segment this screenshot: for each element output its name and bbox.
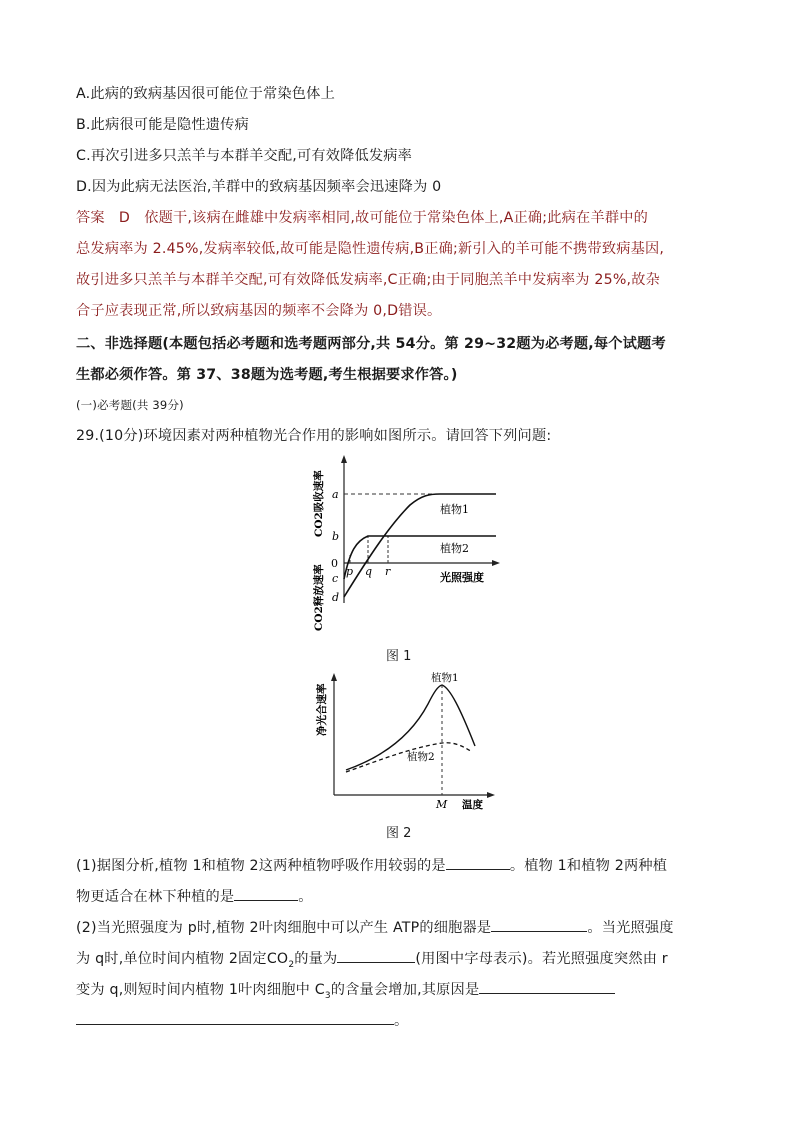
q2-blank-1[interactable]: [491, 918, 587, 932]
question-stem: 29.(10分)环境因素对两种植物光合作用的影响如图所示。请回答下列问题:: [76, 428, 552, 444]
fig1-ylabel-bottom: CO2释放速率: [313, 564, 325, 631]
q2-c3-sub: 3: [324, 990, 331, 1001]
q1-blank-1[interactable]: [446, 856, 510, 870]
fig1-ylabel-top: CO2吸收速率: [313, 470, 325, 537]
section-subtitle: (一)必考题(共 39分): [76, 398, 184, 412]
fig1-tick-0: 0: [331, 557, 338, 570]
answer-text-1: 依题干,该病在雌雄中发病率相同,故可能位于常染色体上,A正确;此病在羊群中的: [144, 210, 648, 226]
q1-text-d: 。: [298, 889, 313, 905]
q1-text-a: (1)据图分析,植物 1和植物 2这两种植物呼吸作用较弱的是: [76, 858, 446, 874]
q2-text-a: (2)当光照强度为 p时,植物 2叶肉细胞中可以产生 ATP的细胞器是: [76, 920, 492, 936]
q2-line-3: [76, 979, 615, 1001]
q2-blank-2[interactable]: [337, 949, 415, 963]
q2-text-d: 的量为: [294, 951, 338, 967]
q1-line-2: [76, 886, 313, 906]
answer-label: 答案: [76, 210, 105, 226]
q2-line-1: [76, 917, 674, 937]
fig1-tick-c: c: [332, 572, 339, 585]
figure-1: [300, 455, 510, 635]
q2-text-c: 为 q时,单位时间内植物 2固定: [76, 951, 267, 967]
option-c: C.再次引进多只羔羊与本群羊交配,可有效降低发病率: [76, 148, 413, 164]
q2-text-f: 变为 q,则短时间内植物 1叶肉细胞中: [76, 982, 315, 998]
q2-c3: C: [314, 982, 325, 998]
fig2-ylabel: 净光合速率: [316, 683, 328, 736]
fig1-label-plant1: 植物1: [440, 503, 469, 516]
fig1-tick-p: p: [346, 565, 354, 578]
fig2-x-arrow: [487, 792, 495, 798]
option-a: A.此病的致病基因很可能位于常染色体上: [76, 86, 335, 102]
q2-co2: CO: [266, 951, 289, 967]
q1-line-1: [76, 855, 667, 875]
section-title-1: 二、非选择题(本题包括必考题和选考题两部分,共 54分。第 29~32题为必考题,每个试题考: [76, 336, 666, 352]
fig2-y-arrow: [331, 673, 337, 681]
q2-blank-3[interactable]: [479, 980, 615, 994]
q1-text-c: 物更适合在林下种植的是: [76, 889, 235, 905]
fig1-tick-a: a: [332, 488, 339, 501]
fig1-tick-b: b: [332, 530, 340, 543]
q2-text-g: 的含量会增加,其原因是: [330, 982, 480, 998]
q2-text-b: 。当光照强度: [587, 920, 674, 936]
answer-line-4: 合子应表现正常,所以致病基因的频率不会降为 0,D错误。: [76, 303, 442, 319]
fig2-label-plant2: 植物2: [407, 751, 435, 763]
option-b: B.此病很可能是隐性遗传病: [76, 117, 249, 133]
answer-line-1: [76, 207, 648, 227]
fig2-label-plant1: 植物1: [431, 672, 459, 684]
fig1-label-plant2: 植物2: [440, 542, 469, 555]
answer-choice: D: [118, 210, 131, 226]
fig1-tick-r: r: [385, 565, 391, 578]
answer-line-3: 故引进多只羔羊与本群羊交配,可有效降低发病率,C正确;由于同胞羔羊中发病率为 25%,故杂: [76, 272, 661, 288]
figure-2-caption: 图 2: [386, 826, 412, 841]
section-title-2: 生都必须作答。第 37、38题为选考题,考生根据要求作答。): [76, 367, 458, 383]
q2-blank-4[interactable]: [76, 1011, 394, 1025]
fig2-xlabel: 温度: [462, 799, 483, 811]
q2-text-end: 。: [394, 1013, 409, 1029]
q2-co2-sub: 2: [288, 959, 295, 970]
option-d: D.因为此病无法医治,羊群中的致病基因频率会迅速降为 0: [76, 179, 442, 195]
figure-1-caption: 图 1: [386, 649, 412, 664]
fig2-tick-m: M: [436, 798, 448, 811]
q2-line-4: [76, 1010, 408, 1030]
fig1-y-arrow: [341, 455, 347, 463]
fig1-xlabel: 光照强度: [440, 571, 484, 584]
fig1-tick-q: q: [365, 565, 373, 578]
fig1-tick-d: d: [332, 591, 340, 604]
answer-line-2: 总发病率为 2.45%,发病率较低,故可能是隐性遗传病,B正确;新引入的羊可能不携带致病基因,: [76, 241, 665, 257]
fig1-x-arrow: [492, 560, 500, 566]
q1-text-b: 。植物 1和植物 2两种植: [509, 858, 668, 874]
q2-line-2: [76, 948, 668, 970]
figure-2: [310, 668, 500, 818]
q2-text-e: (用图中字母表示)。若光照强度突然由 r: [415, 951, 668, 967]
q1-blank-2[interactable]: [234, 887, 298, 901]
